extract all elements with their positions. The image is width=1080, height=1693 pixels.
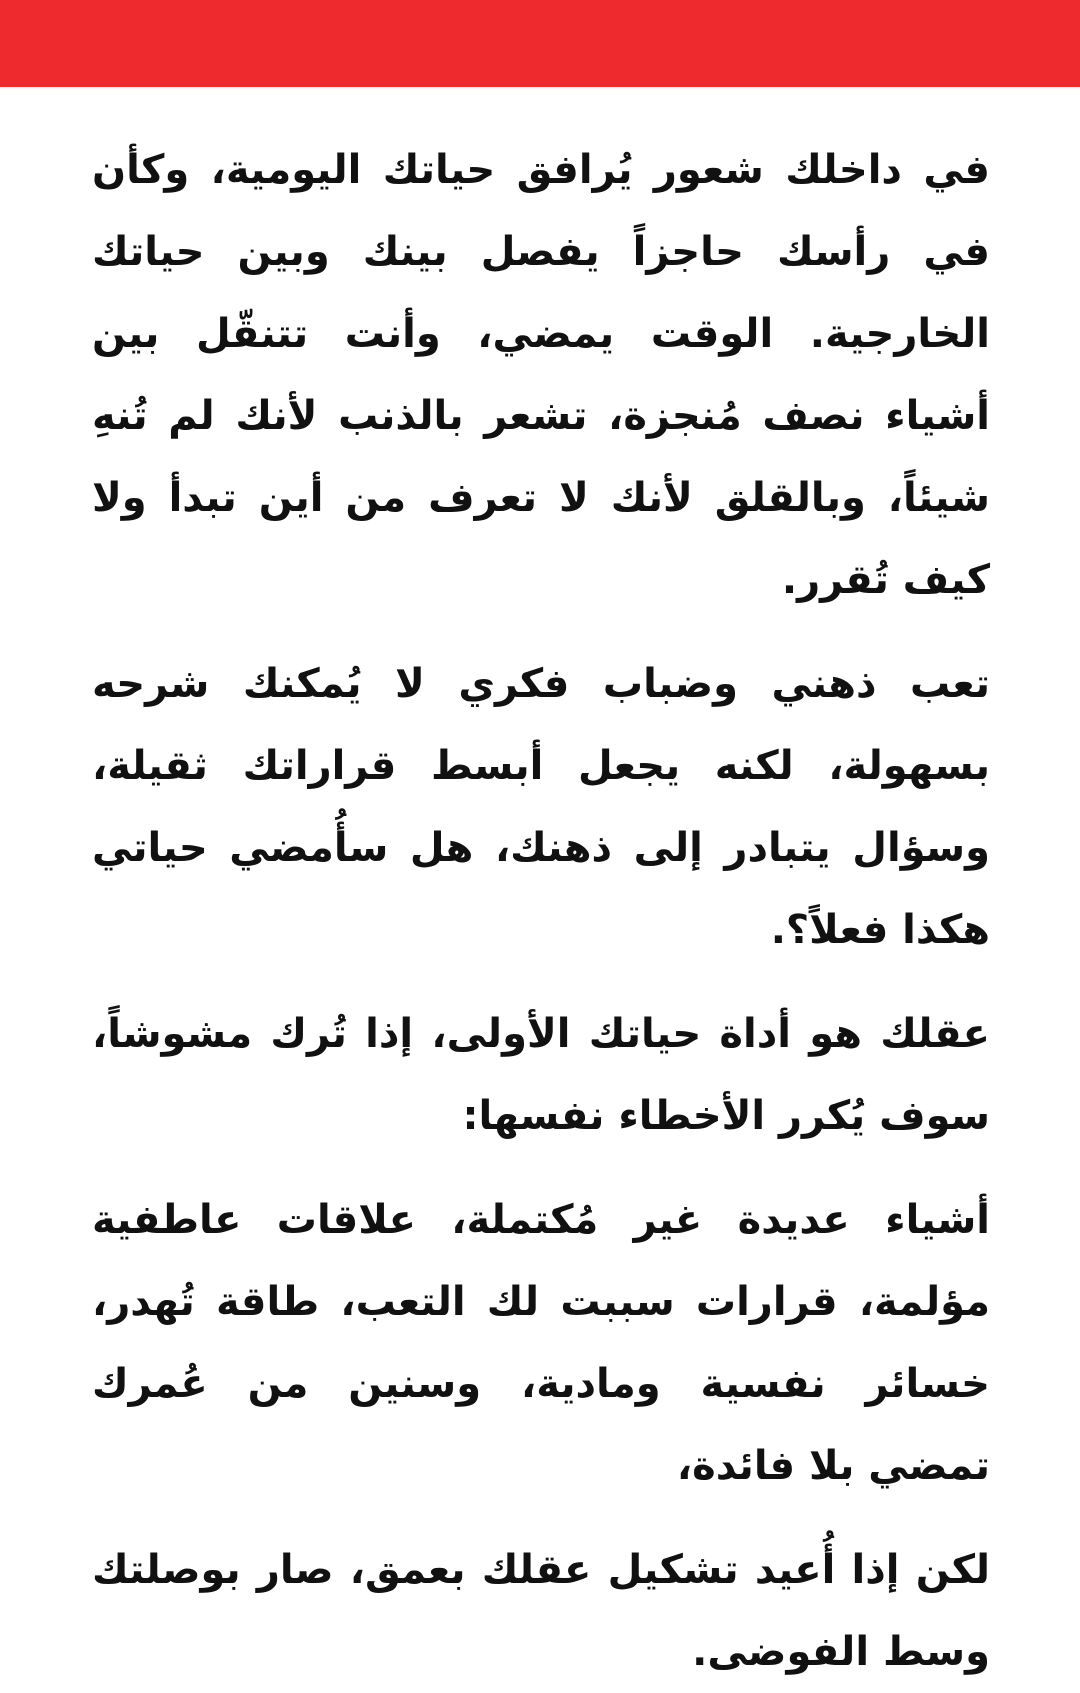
paragraph-5: لكن إذا أُعيد تشكيل عقلك بعمق، صار بوصلتك وسط الفوضى. [92,1547,990,1675]
top-color-bar [0,0,1080,87]
paragraph-1: في داخلك شعور يُرافق حياتك اليومية، وكأن في رأسك حاجزاً يفصل بينك وبين حياتك الخارجية. الوقت يمضي، وأنت تتنقّل بين أشياء نصف مُنجزة، تشعر بالذنب لأنك لم تُنهِ شيئاً، وبالقلق لأنك لا تعرف من أين تبدأ ولا كيف تُقرر. [92,147,990,603]
paragraph-3: عقلك هو أداة حياتك الأولى، إذا تُرك مشوشاً، سوف يُكرر الأخطاء نفسها: [92,1011,990,1139]
paragraph-4: أشياء عديدة غير مُكتملة، علاقات عاطفية مؤلمة، قرارات سببت لك التعب، طاقة تُهدر، خسائر نفسية ومادية، وسنين من عُمرك تمضي بلا فائدة، [92,1197,990,1489]
paragraph-2: تعب ذهني وضباب فكري لا يُمكنك شرحه بسهولة، لكنه يجعل أبسط قراراتك ثقيلة، وسؤال يتبادر إلى ذهنك، هل سأُمضي حياتي هكذا فعلاً؟. [92,661,990,953]
article-body [92,129,990,1693]
